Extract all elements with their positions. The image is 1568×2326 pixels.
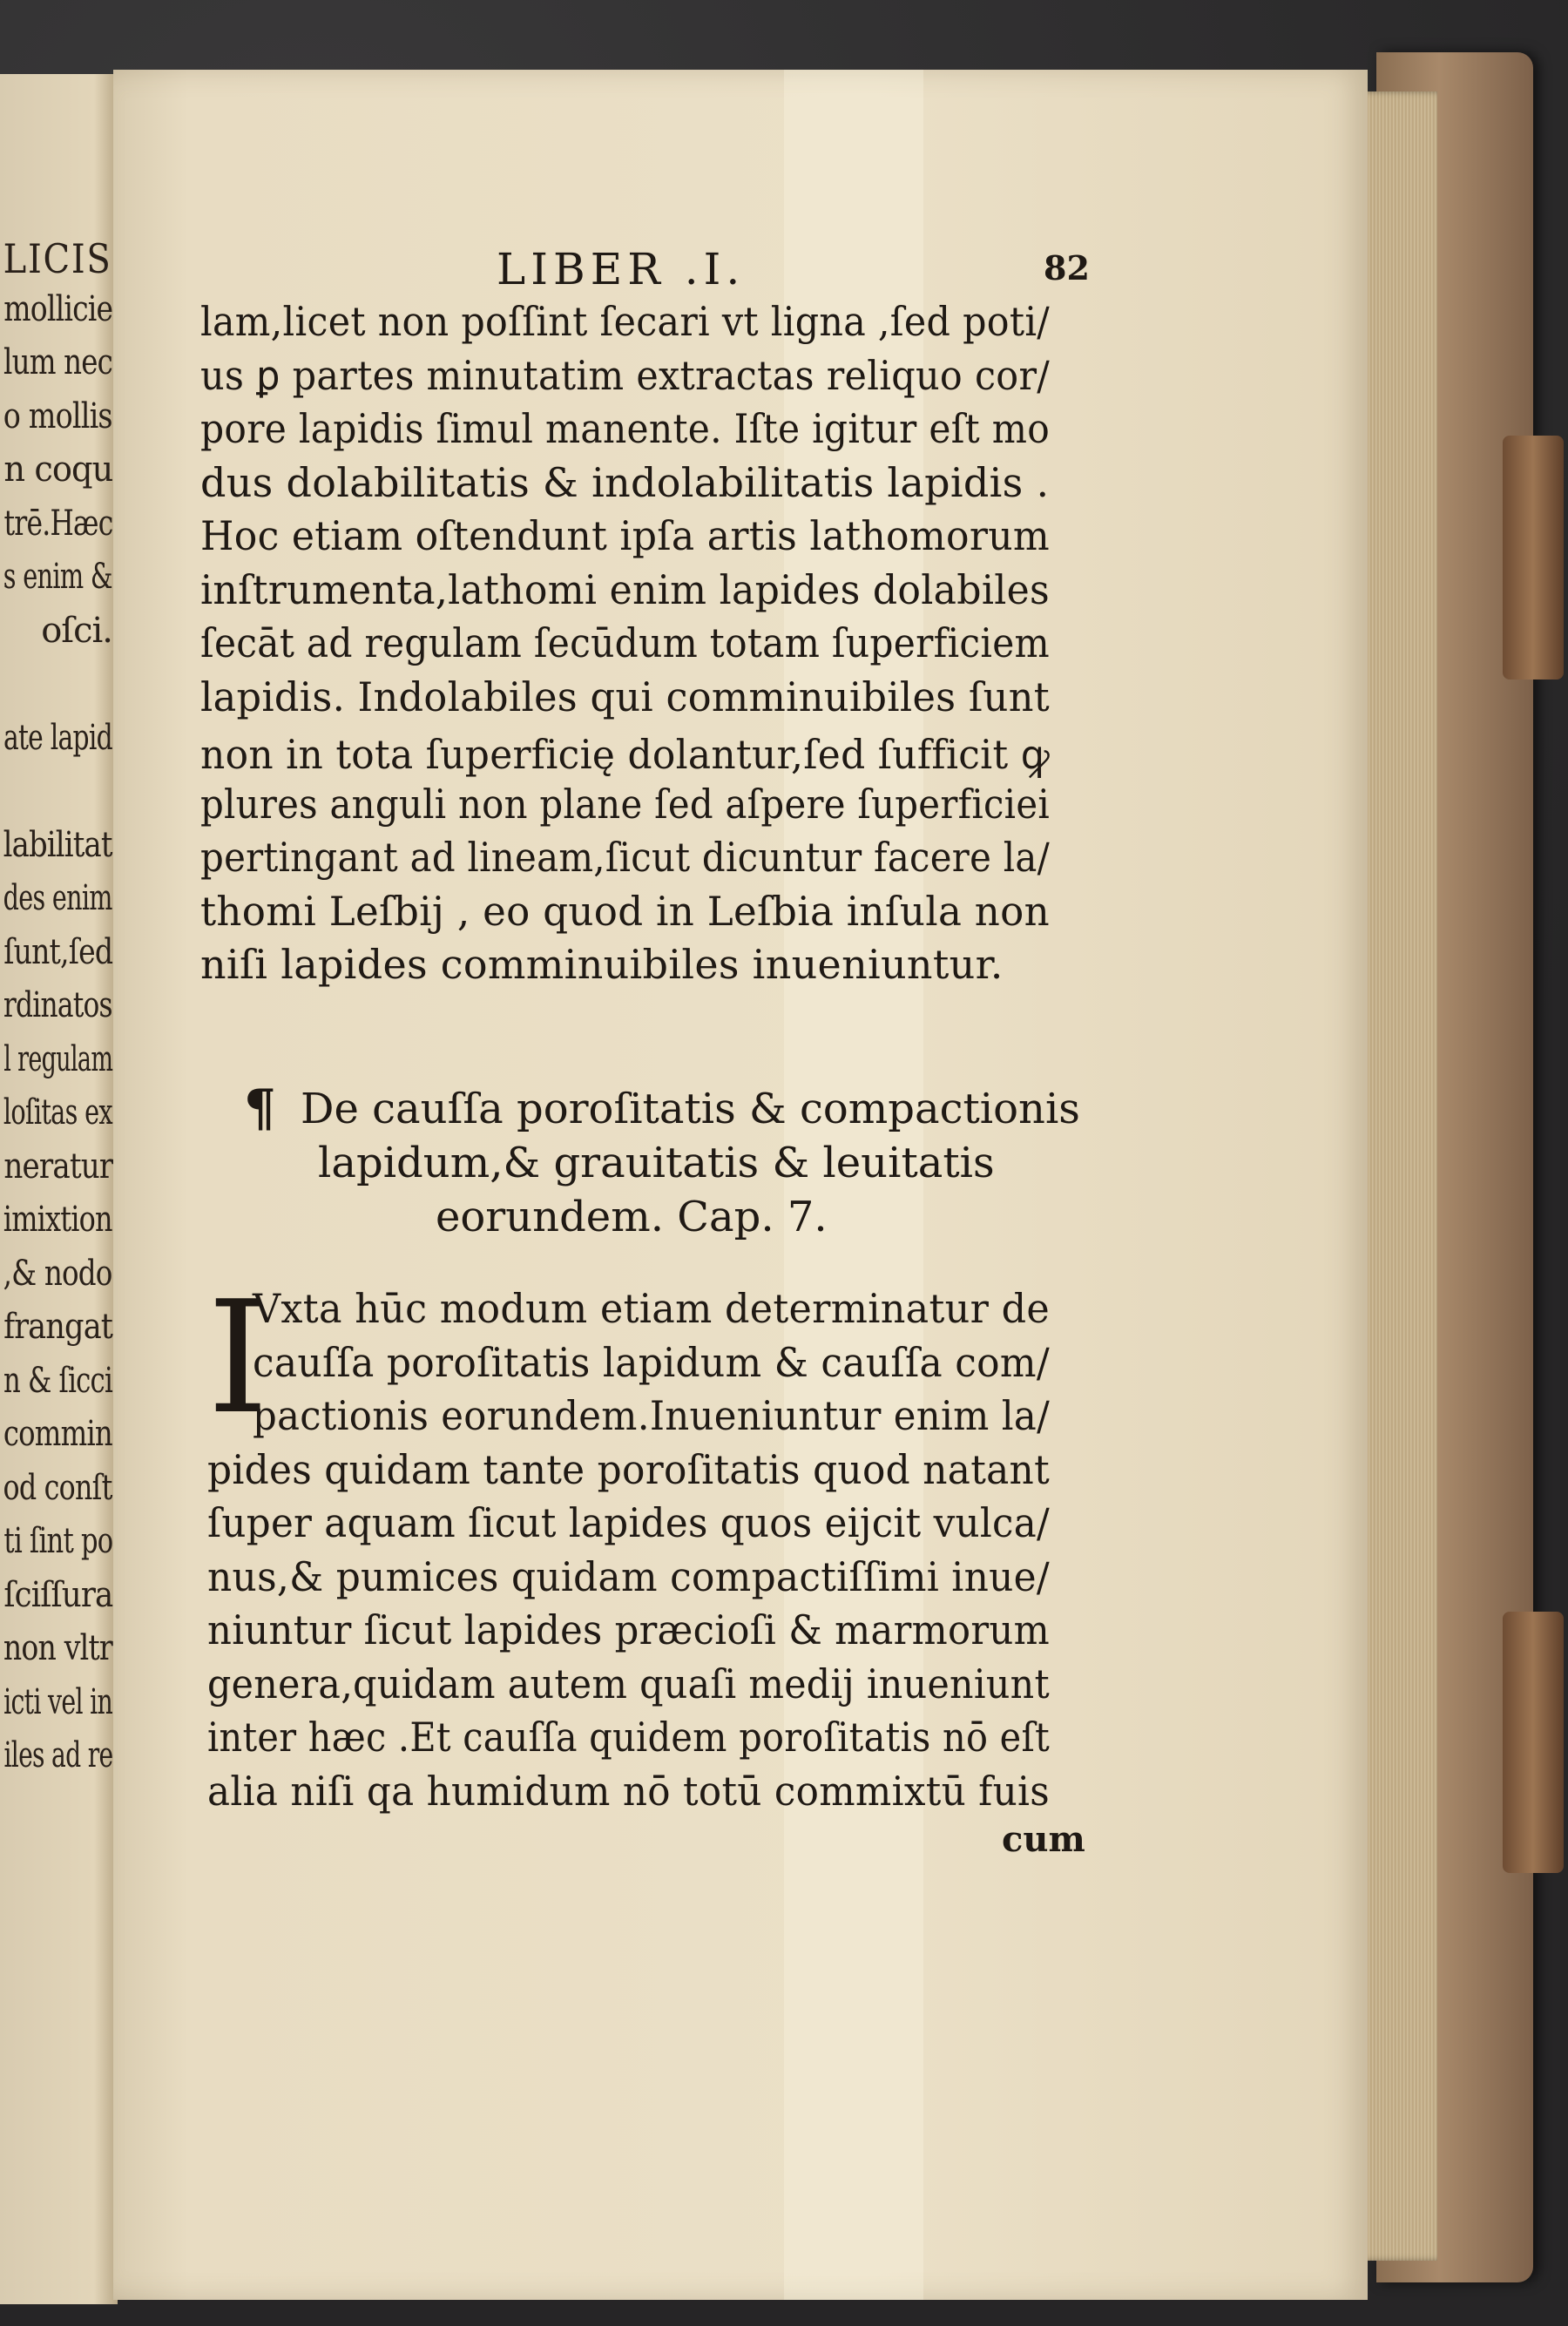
left-page-line: o mollis <box>3 396 112 436</box>
left-page-line: lum nec <box>3 342 112 382</box>
running-header-title: LIBER .I. <box>497 244 746 294</box>
text-line: plures anguli non plane ſed aſpere ſuperficiei <box>200 780 1050 828</box>
text-line: us ꝑ partes minutatim extractas reliquo cor/ <box>200 351 1050 399</box>
drop-cap: I <box>207 1268 269 1448</box>
clasp-upper <box>1503 436 1564 680</box>
left-page-line: iles ad re <box>3 1735 112 1775</box>
left-page-line: non vltr <box>3 1628 112 1668</box>
left-page-line: LICIS <box>3 235 112 282</box>
text-line: pactionis eorundem.Inueniuntur enim la/ <box>253 1392 1050 1439</box>
left-page-line: imixtion <box>3 1200 112 1240</box>
text-line: genera,quidam autem quaſi medij inueniunt <box>207 1660 1050 1707</box>
left-page-line: loſitas ex <box>3 1092 112 1133</box>
left-page-line: oſci. <box>41 610 112 651</box>
left-page <box>0 74 118 2304</box>
text-line: inter hæc .Et cauſſa quidem poroſitatis nō eſt <box>207 1714 1050 1761</box>
text-line: pertingant ad lineam,ſicut dicuntur facere la/ <box>200 834 1050 881</box>
text-line: Vxta hūc modum etiam determinatur de <box>253 1285 1050 1332</box>
text-line: alia niſi qa humidum nō totū commixtū fuis <box>207 1767 1050 1815</box>
left-page-line: icti vel in <box>3 1681 112 1722</box>
left-page-line: ti ſint po <box>3 1521 112 1561</box>
left-page-line: trē.Hæc <box>3 503 112 544</box>
left-page-line: frangat <box>3 1307 112 1347</box>
left-page-line: neratur <box>3 1146 112 1187</box>
text-line: ſuper aquam ſicut lapides quos eijcit vulca/ <box>207 1499 1050 1546</box>
text-line: lapidum,& grauitatis & leuitatis <box>318 1139 995 1187</box>
text-line: De cauſſa poroſitatis & compactionis <box>301 1085 1080 1133</box>
text-line: cauſſa poroſitatis lapidum & cauſſa com/ <box>253 1338 1050 1386</box>
left-page-line: rdinatos <box>3 985 112 1025</box>
text-line: lam,licet non poſſint ſecari vt ligna ,ſed poti/ <box>200 298 1050 345</box>
left-page-line: n coqu <box>3 450 112 490</box>
text-line: nus,& pumices quidam compactiſſimi inue/ <box>207 1552 1050 1600</box>
text-line: non in tota ſuperficię dolantur,ſed ſufficit ꝙ <box>200 731 1050 778</box>
left-page-line: s enim & <box>3 557 112 597</box>
left-page-line: ſunt,ſed <box>3 931 112 972</box>
left-page-line: mollicie <box>3 288 112 329</box>
text-line: pore lapidis ſimul manente. Iſte igitur eſt mo <box>200 405 1050 452</box>
left-page-line: ate lapid <box>3 717 112 758</box>
left-page-line: labilitat <box>3 824 112 865</box>
catchword: cum <box>1002 1819 1085 1860</box>
text-line: eorundem. Cap. 7. <box>436 1193 828 1241</box>
text-line: niſi lapides comminuibiles inueniuntur. <box>200 941 1004 988</box>
text-line: pides quidam tante poroſitatis quod natant <box>207 1445 1050 1493</box>
pilcrow-mark: ¶ <box>244 1078 276 1138</box>
left-page-line: n & ſicci <box>3 1360 112 1401</box>
left-page-line: od conſt <box>3 1467 112 1508</box>
text-line: niuntur ſicut lapides præcioſi & marmorum <box>207 1606 1050 1653</box>
left-page-line: ,& nodo <box>3 1253 112 1294</box>
text-line: ſecāt ad regulam ſecūdum totam ſuperficiem <box>200 619 1050 666</box>
left-page-line: l regulam <box>3 1038 112 1079</box>
text-line: inſtrumenta,lathomi enim lapides dolabiles <box>200 565 1050 613</box>
text-line: thomi Leſbij , eo quod in Leſbia inſula non <box>200 887 1050 935</box>
book-page <box>113 70 1368 2300</box>
page-number: 82 <box>1044 248 1090 287</box>
text-line: Hoc etiam oſtendunt ipſa artis lathomorum <box>200 512 1050 559</box>
text-line: lapidis. Indolabiles qui comminuibiles ſunt <box>200 673 1050 720</box>
left-page-line: des enim <box>3 878 112 918</box>
clasp-lower <box>1503 1612 1564 1873</box>
left-page-line: ſciſſura <box>3 1574 112 1615</box>
left-page-line: commin <box>3 1414 112 1454</box>
text-line: dus dolabilitatis & indolabilitatis lapidis . <box>200 458 1050 506</box>
